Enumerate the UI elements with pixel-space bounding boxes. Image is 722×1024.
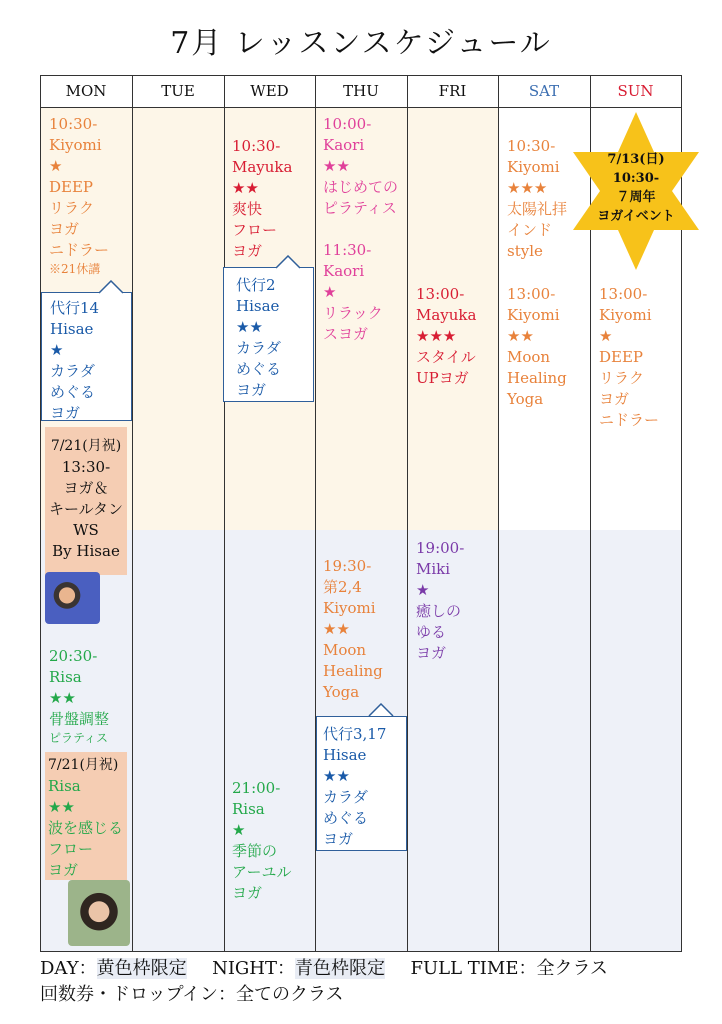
day-header-sun: SUN <box>617 82 654 100</box>
day-header-tue: TUE <box>161 82 195 100</box>
instructor-photo-risa <box>68 880 130 946</box>
event-mon-ws: 7/21(月祝) 13:30- ヨガ＆ キールタン WS By Hisae <box>48 438 124 560</box>
day-header-sat: SAT <box>528 82 560 100</box>
instructor-photo-hisae <box>45 572 100 624</box>
ticket-rules-line1: DAY：黄色枠限定 NIGHT：青色枠限定 FULL TIME：全クラス <box>40 958 608 979</box>
lesson-thu-1130: 11:30- Kaori ★ リラック スヨガ <box>323 241 383 343</box>
col-divider <box>407 75 408 951</box>
col-divider <box>132 75 133 951</box>
lesson-wed-1030: 10:30- Mayuka ★★ 爽快 フロー ヨガ <box>232 137 293 260</box>
callout-notch <box>368 703 394 717</box>
substitute-thu: 代行3,17 Hisae ★★ カラダ めぐる ヨガ <box>323 725 387 848</box>
callout-notch <box>275 255 301 269</box>
lesson-sat-1030: 10:30- Kiyomi ★★★ 太陽礼拝 インド style <box>507 137 568 260</box>
cancel-note: ※21休講 <box>49 262 101 276</box>
day-header-mon: MON <box>65 82 107 100</box>
col-divider <box>498 75 499 951</box>
lesson-mon-1030: 10:30- Kiyomi ★ DEEP リラク ヨガ ニドラー ※21休講 <box>49 115 110 276</box>
lesson-fri-1900: 19:00- Miki ★ 癒しの ゆる ヨガ <box>416 539 465 662</box>
lesson-thu-1000: 10:00- Kaori ★★ はじめての ピラティス <box>323 115 399 217</box>
substitute-mon: 代行14 Hisae ★ カラダ めぐる ヨガ <box>50 299 100 422</box>
lesson-mon-2030: 20:30- Risa ★★ 骨盤調整 ピラティス <box>49 647 110 745</box>
lesson-thu-1930: 19:30- 第2,4 Kiyomi ★★ Moon Healing Yoga <box>323 557 383 701</box>
lesson-sun-1300: 13:00- Kiyomi ★ DEEP リラク ヨガ ニドラー <box>599 285 660 429</box>
lesson-sat-1300: 13:00- Kiyomi ★★ Moon Healing Yoga <box>507 285 567 408</box>
event-mon-risa: 7/21(月祝) Risa ★★ 波を感じる フロー ヨガ <box>48 757 124 879</box>
col-divider <box>224 75 225 951</box>
lesson-fri-1300: 13:00- Mayuka ★★★ スタイル UPヨガ <box>416 285 477 387</box>
day-header-thu: THU <box>343 82 379 100</box>
callout-notch <box>98 280 124 294</box>
substitute-wed: 代行2 Hisae ★★ カラダ めぐる ヨガ <box>236 276 282 399</box>
lesson-wed-2100: 21:00- Risa ★ 季節の アーユル ヨガ <box>232 779 292 902</box>
day-header-wed: WED <box>250 82 289 100</box>
ticket-rules-line2: 回数券・ドロップイン：全てのクラス <box>40 984 344 1005</box>
day-header-fri: FRI <box>438 82 467 100</box>
event-sun-anniversary: 7/13(日) 10:30- ７周年 ヨガイベント <box>597 152 675 224</box>
page-title: 7月 レッスンスケジュール <box>170 26 552 61</box>
